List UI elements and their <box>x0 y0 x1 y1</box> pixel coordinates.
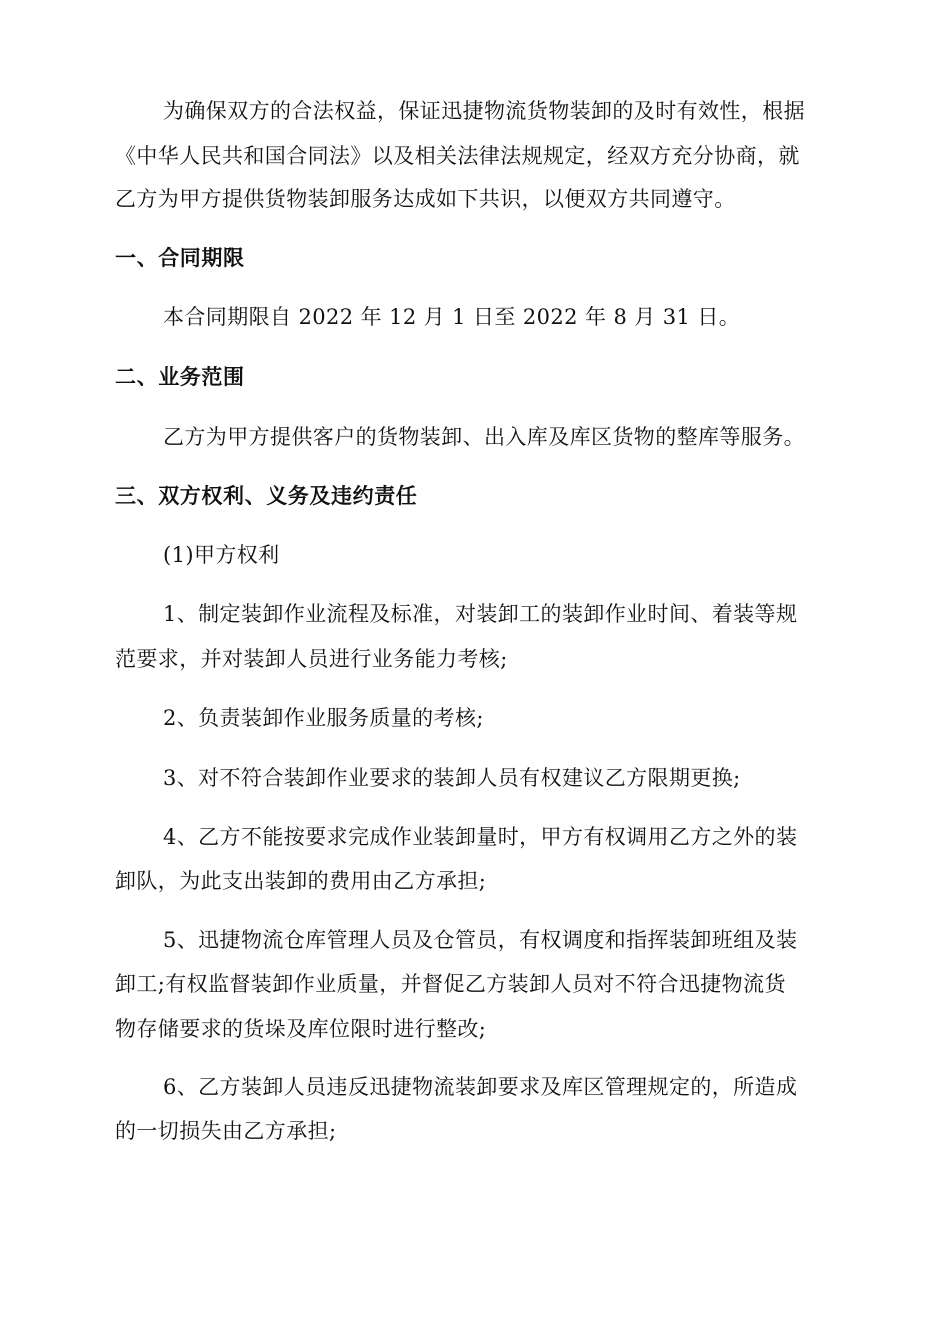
rights-item-1-line-1: 1、制定装卸作业流程及标准，对装卸工的装卸作业时间、着装等规 <box>163 602 798 626</box>
rights-item-1-line-2: 范要求，并对装卸人员进行业务能力考核; <box>115 647 508 671</box>
rights-item-4-line-2: 卸队，为此支出装卸的费用由乙方承担; <box>115 869 487 893</box>
section-heading-term: 一、合同期限 <box>115 246 245 270</box>
rights-item-5-line-3: 物存储要求的货垛及库位限时进行整改; <box>115 1017 487 1041</box>
rights-item-5-line-1: 5、迅捷物流仓库管理人员及仓管员，有权调度和指挥装卸班组及装 <box>163 928 798 952</box>
rights-item-6-line-1: 6、乙方装卸人员违反迅捷物流装卸要求及库区管理规定的，所造成 <box>163 1075 798 1099</box>
rights-item-4-line-1: 4、乙方不能按要求完成作业装卸量时，甲方有权调用乙方之外的装 <box>163 825 798 849</box>
intro-line-3: 乙方为甲方提供货物装卸服务达成如下共识，以便双方共同遵守。 <box>115 187 736 211</box>
term-text: 本合同期限自 2022 年 12 月 1 日至 2022 年 8 月 31 日。 <box>163 305 741 329</box>
section-heading-scope: 二、业务范围 <box>115 365 245 389</box>
rights-item-2-line-1: 2、负责装卸作业服务质量的考核; <box>163 706 484 730</box>
intro-line-1: 为确保双方的合法权益，保证迅捷物流货物装卸的及时有效性，根据 <box>163 99 805 123</box>
section-heading-rights: 三、双方权利、义务及违约责任 <box>115 484 418 508</box>
rights-subheading: (1)甲方权利 <box>163 543 280 567</box>
rights-item-5-line-2: 卸工;有权监督装卸作业质量，并督促乙方装卸人员对不符合迅捷物流货 <box>115 972 786 996</box>
rights-item-3-line-1: 3、对不符合装卸作业要求的装卸人员有权建议乙方限期更换; <box>163 766 741 790</box>
rights-item-6-line-2: 的一切损失由乙方承担; <box>115 1119 337 1143</box>
scope-text: 乙方为甲方提供客户的货物装卸、出入库及库区货物的整库等服务。 <box>163 425 805 449</box>
intro-line-2: 《中华人民共和国合同法》以及相关法律法规规定，经双方充分协商，就 <box>115 144 800 168</box>
